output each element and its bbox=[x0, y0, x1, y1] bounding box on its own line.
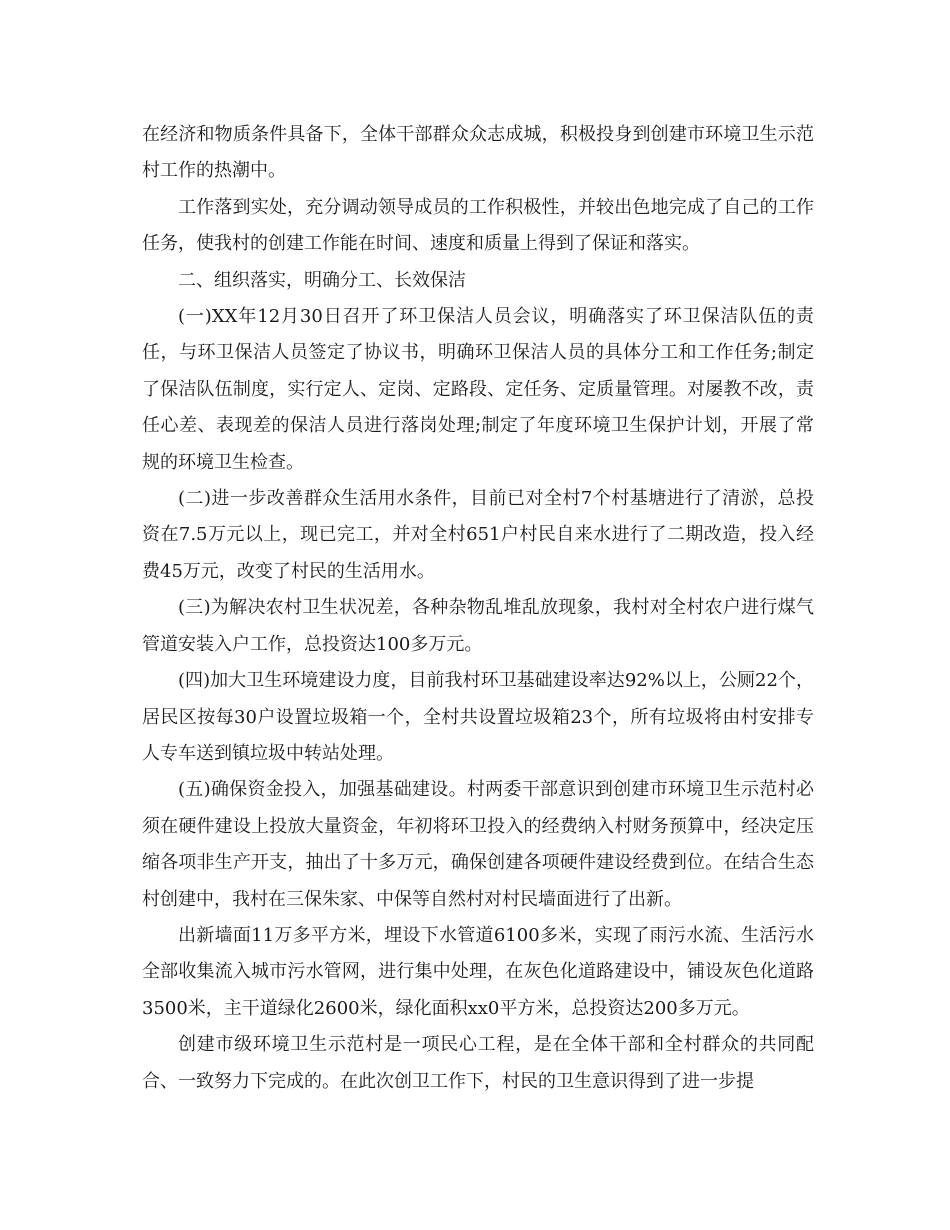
paragraph-item-1: (一)XX年12月30日召开了环卫保洁人员会议，明确落实了环卫保洁队伍的责任，与环卫保洁人员签定了协议书，明确环卫保洁人员的具体分工和工作任务;制定了保洁队伍制度，实行定人、定岗、定路段、定任务、定质量管理。对屡教不改，责任心差、表现差的保洁人员进行落岗处理;制定了年度环境卫生保护计划，开展了常规的环境卫生检查。 bbox=[142, 306, 814, 473]
paragraph-item-5: (五)确保资金投入，加强基础建设。村两委干部意识到创建市环境卫生示范村必须在硬件建设上投放大量资金，年初将环卫投入的经费纳入村财务预算中，经决定压缩各项非生产开支，抽出了十多万元，确保创建各项硬件建设经费到位。在结合生态村创建中，我村在三保朱家、中保等自然村对村民墙面进行了出新。 bbox=[142, 779, 814, 910]
paragraph-2: 工作落到实处，充分调动领导成员的工作积极性，并较出色地完成了自己的工作任务，使我村的创建工作能在时间、速度和质量上得到了保证和落实。 bbox=[142, 196, 814, 255]
paragraph-1: 在经济和物质条件具备下，全体干部群众众志成城，积极投身到创建市环境卫生示范村工作的热潮中。 bbox=[142, 124, 814, 182]
section-heading: 二、组织落实，明确分工、长效保洁 bbox=[178, 269, 466, 291]
paragraph-item-4: (四)加大卫生环境建设力度，目前我村环卫基础建设率达92%以上，公厕22个，居民区按每30户设置垃圾箱一个，全村共设置垃圾箱23个，所有垃圾将由村安排专人专车送到镇垃圾中转站处理。 bbox=[142, 670, 814, 764]
paragraph-item-3: (三)为解决农村卫生状况差，各种杂物乱堆乱放现象，我村对全村农户进行煤气管道安装入户工作，总投资达100多万元。 bbox=[142, 597, 814, 655]
paragraph-item-2: (二)进一步改善群众生活用水条件，目前已对全村7个村基塘进行了清淤，总投资在7.5万元以上，现已完工，并对全村651户村民自来水进行了二期改造，投入经费45万元，改变了村民的生活用水。 bbox=[142, 488, 814, 582]
paragraph-wall-renewal: 出新墙面11万多平方米，埋设下水管道6100多米，实现了雨污水流、生活污水全部收集流入城市污水管网，进行集中处理，在灰色化道路建设中，铺设灰色化道路3500米，主干道绿化2600米，绿化面积xx0平方米，总投资达200多万元。 bbox=[142, 924, 814, 1019]
paragraph-conclusion: 创建市级环境卫生示范村是一项民心工程，是在全体干部和全村群众的共同配合、一致努力下完成的。在此次创卫工作下，村民的卫生意识得到了进一步提 bbox=[142, 1034, 814, 1092]
document-body bbox=[142, 117, 814, 1100]
